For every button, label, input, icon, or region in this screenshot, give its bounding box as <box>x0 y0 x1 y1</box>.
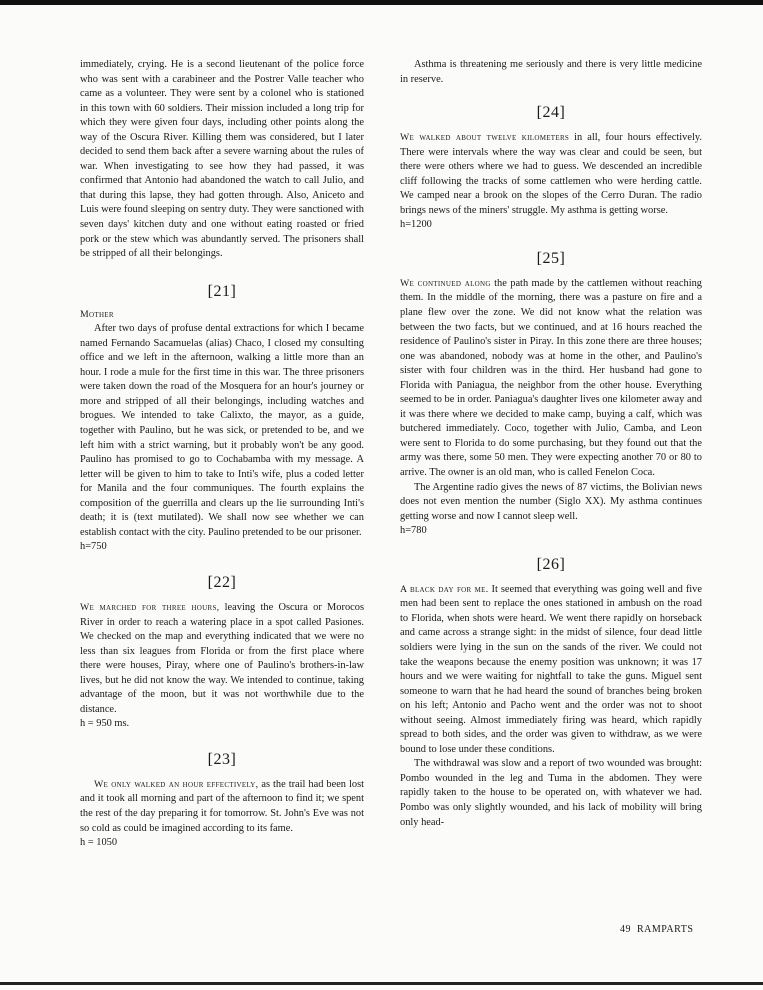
entry-lead-24: We walked about twelve kilometers <box>400 132 570 144</box>
entry-body-25 <box>400 277 702 481</box>
entry-heading-22: [22] <box>207 573 237 591</box>
entry-body-21: After two days of profuse dental extractions for which I became named Fernando Sacamuelas (alias) Chaco, I closed my consulting office and we left in the afternoon, walking a little more than an hour. I rode a mule for the first time in this war. The three prisoners were taken down the road of the Mosquera for an hour's journey or more and stripped of all their belongings, including watches and brogues. We intended to take Calixto, the mayor, as a guide, together with Paulino, but he was sick, or pretended to be, and we left him with a strict warning, but it probably won't be any good. Paulino has promised to go to Cochabamba with my message. A letter will be given to him to take to Inti's wife, plus a coded letter for Manila and the four communiques. The fourth explains the composition of the guerrilla and clears up the lie surrounding Inti's death; it is (text mutilated). We shall now see whether we can establish contact with the city. Paulino pretended to be our prisoner. <box>80 323 364 538</box>
altitude-21: h=750 <box>80 541 107 553</box>
entry-lead-22: We marched for three hours, <box>80 601 220 613</box>
entry-lead-25: We continued along <box>400 277 491 289</box>
entry-heading-25: [25] <box>536 249 566 267</box>
entry-lead-26: A black day for me. <box>400 583 489 595</box>
entry-text-24: in all, four hours effectively. There were intervals where the way was clear and could be seen, but there were others where we had to guess. We descended an incredible cliff following the tracks of some cattlemen who were herding cattle. We camped near a brook on the slopes of the Cerro Duran. The radio brings news of the miners' struggle. My asthma is getting worse. <box>400 132 702 216</box>
entry-heading-26: [26] <box>536 555 566 573</box>
entry-text-23: as the trail had been lost and it took all morning and part of the afternoon to find it; we spent the rest of the day preparing it for tomorrow. St. John's Eve was not so cold as could be imagined according to its fame. <box>80 778 364 834</box>
altitude-22: h = 950 ms. <box>80 718 130 730</box>
top-border <box>0 0 763 5</box>
entry-text-26: It seemed that everything was going well and five men had been sent to replace the ones stationed in ambush on the road to Florida, when shots were heard. We went there rapidly on horseback and came across a strange sight: in the midst of silence, four dead little soldiers were lying in the sun on the sands of the river. We could not take the weapons because the enemy position was unknown; it was 17 hours and we were waiting for nightfall to take the guns. Miguel sent someone to warn that he had heard the sound of branches being broken on his left; Antonio and Pacho went and the order was not to shoot without seeing. Almost immediately firing was heard, which rapidly spread to both sides, and the order was given to withdraw, as we were bound to lose under these conditions. <box>400 583 702 755</box>
entry-body-22 <box>80 601 364 717</box>
entry-label-mother: Mother <box>80 308 114 320</box>
altitude-25: h=780 <box>400 525 427 537</box>
entry-body-23 <box>80 778 364 836</box>
entry-heading-24: [24] <box>536 104 566 122</box>
entry-text-25: the path made by the cattlemen without reaching them. In the middle of the morning, there was a pasture on fire and a plane flew over the zone. We did not know what the relation was between the two facts, but we continued, and at 16 hours reached the residence of Paulino's sister in Piray. In this zone there are three houses; one was abandoned, nobody was at home in the other, and Paulino's sister with four children was in the third. Her husband had gone to Florida with Paniagua, the neighbor from the other house. Everything seemed to be in order. Paniagua's daughter lives one kilometer away and it was there where we decided to make camp, buying a calf, which was butchered immediately. Coco, together with Julio, Camba, and Leon were sent to Florida to do some purchasing, but they found out that the army was there, some 50 men. They were expecting another 70 or 80 to arrive. The owner is an old man, who is called Fenelon Coca. <box>400 277 702 479</box>
left-column <box>80 58 364 851</box>
entry-body-26 <box>400 583 702 758</box>
entry-heading-23: [23] <box>207 750 237 768</box>
entry-body-24 <box>400 131 702 218</box>
bottom-border <box>0 982 763 985</box>
entry-text-22: leaving the Oscura or Morocos River in order to reach a watering place in a spot called Pasiones. We checked on the map and everything indicated that we were no less than six leagues from Florida or from the first place where there were houses, Piray, where one of Paulino's brothers-in-law lives, but he did not know the way. We intended to continue, taking advantage of the moon, but it was not worthwhile due to the distance. <box>80 601 364 715</box>
page-number: 49 <box>620 924 631 935</box>
right-column <box>400 58 702 830</box>
page-footer <box>620 924 693 935</box>
entry-body-26b: The withdrawal was slow and a report of two wounded was brought: Pombo wounded in the leg and Tuma in the abdomen. They were rapidly taken to the house to be operated on, with whatever we had. Pombo was only slightly wounded, and his lack of mobility will bring only head- <box>400 758 702 828</box>
entry-lead-23: We only walked an hour effectively, <box>94 778 259 790</box>
entry-heading-21: [21] <box>207 282 237 300</box>
altitude-23: h = 1050 <box>80 837 118 849</box>
publication-name: RAMPARTS <box>637 924 694 935</box>
paragraph-asthma: Asthma is threatening me seriously and there is very little medicine in reserve. <box>400 59 702 85</box>
altitude-24: h=1200 <box>400 219 432 231</box>
entry-body-25b: The Argentine radio gives the news of 87 victims, the Bolivian news does not even mention the number (Siglo XX). My asthma continues getting worse and now I cannot sleep well. <box>400 481 702 522</box>
paragraph-continued: immediately, crying. He is a second lieutenant of the police force who was sent with a carabineer and the Postrer Valle teacher who came as a volunteer. They were sent by a colonel who is stationed in this town with 60 soldiers. Their mission included a long trip for which they were given four days, including other points along the way of the Oscura River. Killing them was considered, but I later decided to send them back after a severe warning about the rules of war. When investigating to see how they had passed, it was confirmed that Antonio had abandoned the watch to call Julio, and that during this lapse, they had gotten through. Also, Aniceto and Luis were found sleeping on sentry duty. They were sanctioned with seven days' kitchen duty and one without eating roasted or fried pork or the stew which was abundantly served. The prisoners shall be stripped of all their belongings. <box>80 59 364 260</box>
